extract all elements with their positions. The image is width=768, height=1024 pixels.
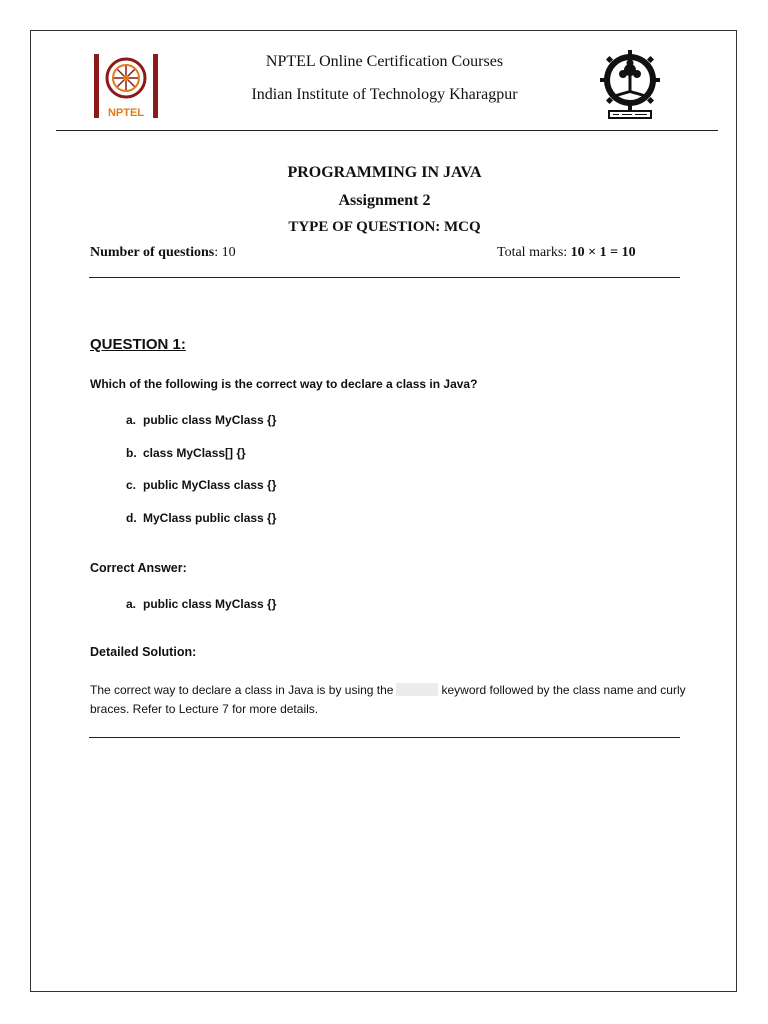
number-of-questions-label: Number of questions [90, 245, 215, 260]
nptel-logo-text: NPTEL [107, 107, 145, 119]
course-title: PROGRAMMING IN JAVA [287, 164, 482, 181]
number-of-questions-value: : 10 [214, 245, 236, 260]
iit-kharagpur-emblem [594, 48, 666, 122]
option-text: public class MyClass {} [143, 413, 277, 427]
question-text: Which of the following is the correct way to declare a class in Java? [90, 377, 478, 391]
option-d [126, 511, 276, 525]
solution-part-1: The correct way to declare a class in Java is by using the [90, 683, 394, 697]
option-text: public MyClass class {} [143, 478, 277, 492]
correct-answer [126, 597, 276, 611]
detailed-solution-label: Detailed Solution: [90, 645, 197, 659]
redacted-blank [396, 683, 438, 696]
document-page [30, 30, 737, 992]
correct-answer-label: Correct Answer: [90, 561, 187, 575]
question-heading: QUESTION 1: [90, 336, 186, 353]
org-line-1: NPTEL Online Certification Courses [265, 53, 504, 70]
option-b [126, 446, 246, 460]
meta-divider [89, 277, 680, 278]
header-divider [56, 130, 718, 131]
option-letter: a. [126, 413, 137, 427]
question-end-divider [89, 737, 680, 738]
option-letter: d. [126, 511, 137, 525]
option-letter: c. [126, 478, 137, 492]
option-c [126, 478, 276, 492]
option-text: class MyClass[] {} [143, 446, 246, 460]
correct-answer-text: public class MyClass {} [143, 597, 277, 611]
total-marks-label: Total marks: [497, 245, 571, 260]
option-letter: b. [126, 446, 137, 460]
number-of-questions [90, 245, 236, 261]
correct-answer-letter: a. [126, 597, 137, 611]
option-a [126, 413, 276, 427]
org-line-2: Indian Institute of Technology Kharagpur [251, 86, 518, 103]
question-type: TYPE OF QUESTION: MCQ [288, 219, 481, 235]
option-text: MyClass public class {} [143, 511, 277, 525]
solution-part-2: keyword followed by the class name and curly braces. Refer to Lecture 7 for more details. [90, 683, 686, 716]
total-marks [497, 245, 636, 261]
total-marks-value: 10 × 1 = 10 [570, 245, 636, 260]
detailed-solution-text [90, 681, 690, 719]
assignment-title: Assignment 2 [338, 192, 431, 209]
